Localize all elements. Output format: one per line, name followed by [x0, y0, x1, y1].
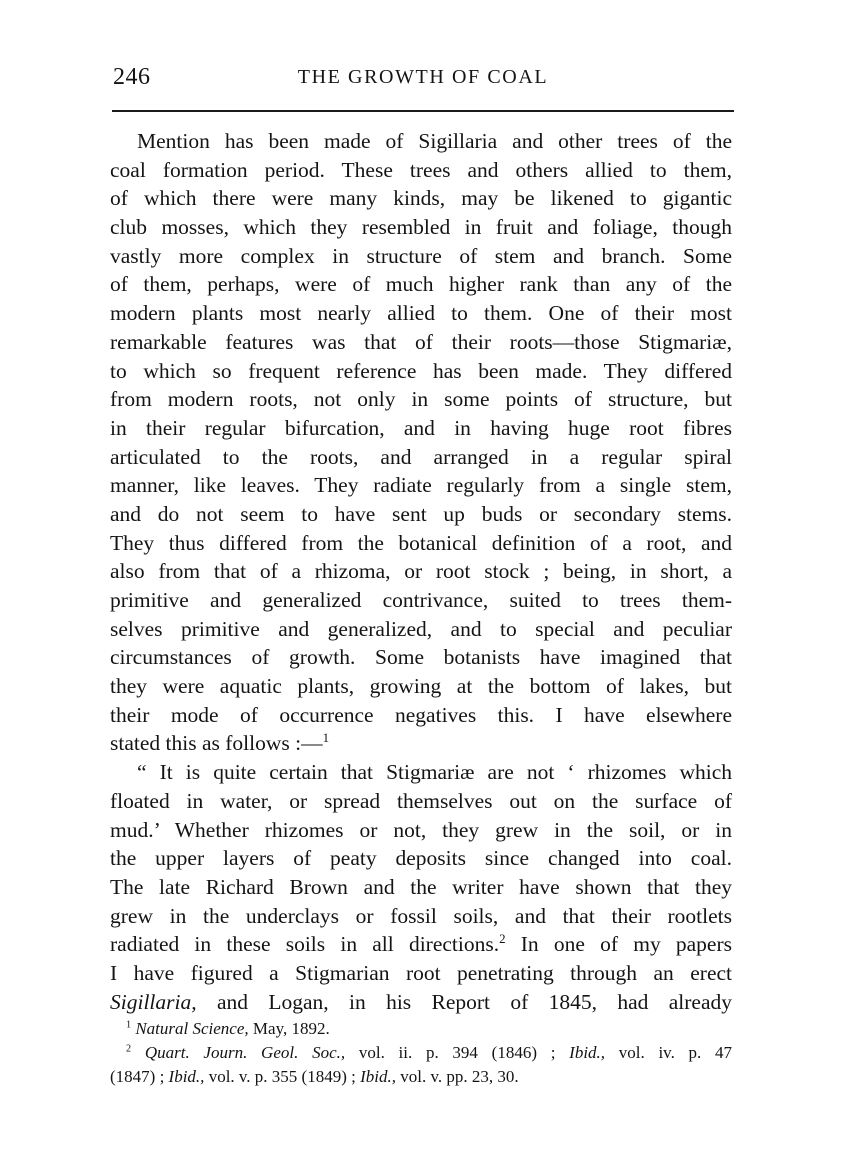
text-line: selves primitive and generalized, and to special and peculiar [110, 616, 732, 641]
text-line: of them, perhaps, were of much higher rank than any of the [110, 272, 732, 297]
footnotes [110, 1017, 732, 1089]
text-line: The late Richard Brown and the writer have shown that they [110, 874, 732, 899]
text-line-content: stated this as follows :— [110, 731, 323, 756]
text-line: their mode of occurrence negatives this. I have elsewhere [110, 702, 732, 727]
footnote-2-continued [110, 1065, 732, 1089]
italic-term: Sigillaria, [110, 989, 197, 1014]
text-line: grew in the underclays or fossil soils, and that their rootlets [110, 903, 732, 928]
text-line: of which there were many kinds, may be likened to gigantic [110, 186, 732, 211]
text-line: mud.’ Whether rhizomes or not, they grew in the soil, or in [110, 817, 732, 842]
text-line-content: and Logan, in his Report of 1845, had already [196, 989, 732, 1014]
text-line [110, 988, 732, 1017]
text-line [110, 729, 732, 758]
footnote-source: Quart. Journ. Geol. Soc., [144, 1043, 346, 1062]
text-line-content: In one of my papers [505, 932, 733, 957]
text-line: the upper layers of peaty deposits since changed into coal. [110, 846, 732, 871]
running-title: THE GROWTH OF COAL [297, 66, 549, 88]
text-line: club mosses, which they resembled in fruit and foliage, though [110, 215, 732, 240]
text-line: they were aquatic plants, growing at the bottom of lakes, but [110, 674, 732, 699]
footnote-marker: 2 [126, 1043, 132, 1055]
page-number: 246 [113, 64, 151, 90]
text-line: remarkable features was that of their roots—those Stigmariæ, [110, 329, 732, 354]
footnote-source: Ibid., [360, 1067, 396, 1086]
footnote-source: Ibid., [168, 1067, 205, 1086]
text-line: Mention has been made of Sigillaria and other trees of the [137, 129, 732, 153]
footnote-2 [110, 1041, 732, 1065]
footnote-text: vol. v. pp. 23, 30. [396, 1067, 519, 1086]
footnote-text: vol. ii. p. 394 (1846) ; [345, 1043, 570, 1062]
footnote-source: Ibid., [569, 1043, 606, 1062]
text-line: circumstances of growth. Some botanists have imagined that [110, 645, 732, 670]
text-line: vastly more complex in structure of stem and branch. Some [110, 243, 732, 268]
text-line: and do not seem to have sent up buds or secondary stems. [110, 501, 732, 526]
text-line: “ It is quite certain that Stigmariæ are not ‘ rhizomes which [137, 760, 732, 785]
text-line: in their regular bifurcation, and in having huge root fibres [110, 415, 732, 440]
text-line: modern plants most nearly allied to them. One of their most [110, 301, 732, 326]
text-line: They thus differed from the botanical definition of a root, and [110, 530, 732, 555]
text-line: from modern roots, not only in some points of structure, but [110, 387, 732, 412]
text-line-content: radiated in these soils in all directions. [110, 932, 500, 957]
footnote-text: vol. v. p. 355 (1849) ; [204, 1067, 361, 1086]
page-header [113, 62, 733, 98]
text-line: also from that of a rhizoma, or root stock ; being, in short, a [110, 559, 732, 584]
footnote-text: vol. iv. p. 47 [605, 1043, 733, 1062]
footnote-text: (1847) ; [110, 1067, 169, 1086]
text-line: to which so frequent reference has been made. They differed [110, 358, 732, 383]
text-line: coal formation period. These trees and others allied to them, [110, 157, 732, 182]
footnote-text: May, 1892. [248, 1019, 330, 1038]
text-line: primitive and generalized contrivance, suited to trees them- [110, 588, 732, 612]
text-line: manner, like leaves. They radiate regularly from a single stem, [110, 473, 732, 498]
footnote-ref-2: 2 [499, 932, 506, 947]
body-text [110, 127, 732, 1016]
text-line: articulated to the roots, and arranged in a regular spiral [110, 444, 732, 469]
footnote-ref-1: 1 [322, 731, 330, 746]
footnote-1 [110, 1017, 732, 1041]
footnote-source: Natural Science, [135, 1019, 249, 1038]
text-line: floated in water, or spread themselves out on the surface of [110, 788, 732, 813]
footnote-marker: 1 [126, 1019, 132, 1031]
text-line [110, 930, 732, 959]
header-rule [112, 110, 734, 112]
text-line: I have figured a Stigmarian root penetrating through an erect [110, 960, 732, 985]
